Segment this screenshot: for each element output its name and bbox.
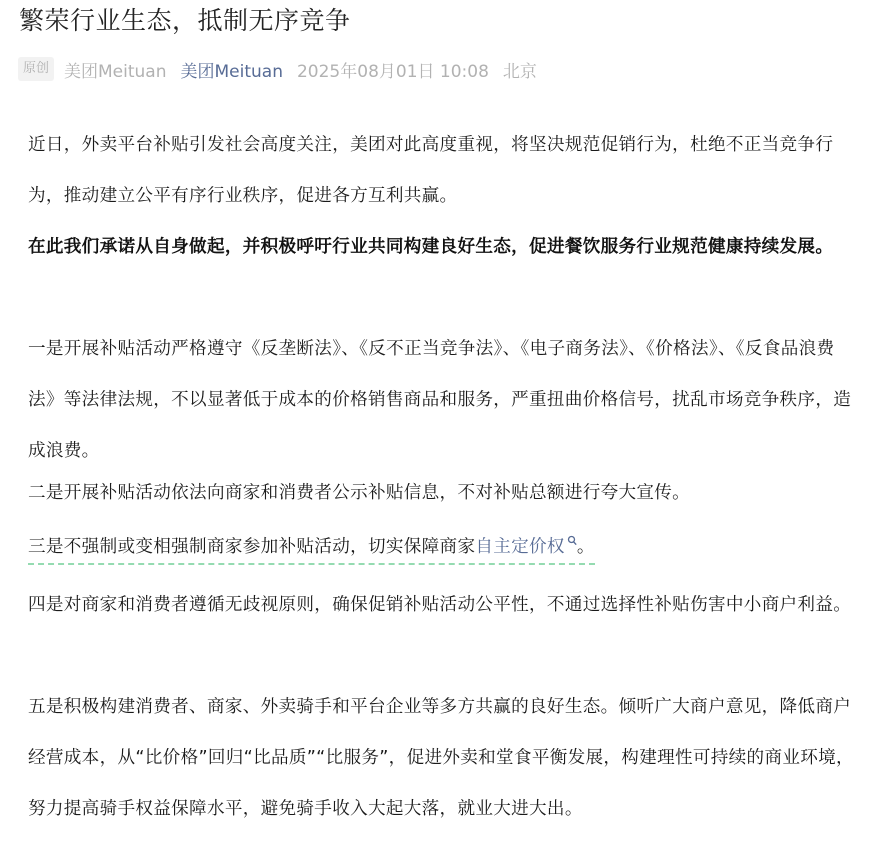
keyword-text[interactable]: 自主定价权: [475, 537, 565, 557]
publish-date: 2025年08月01日 10:08: [296, 61, 489, 82]
author-name: 美团Meituan: [64, 61, 167, 82]
paragraph-point-5: 五是积极构建消费者、商家、外卖骑手和平台企业等多方共赢的良好生态。倾听广大商户意见，降低商户经营成本，从“比价格”回归“比品质”“比服务”，促进外卖和堂食平衡发展，构建理性可持续的商业环境，努力提高骑手权益保障水平，避免骑手收入大起大落，就业大进大出。: [28, 697, 854, 819]
original-badge: 原创: [18, 57, 54, 81]
paragraph-point-3: [28, 522, 858, 573]
search-icon[interactable]: [567, 535, 577, 549]
point-3-text: 三是不强制或变相强制商家参加补贴活动，切实保障商家: [28, 537, 476, 557]
paragraph-point-4: 四是对商家和消费者遵循无歧视原则，确保促销补贴活动公平性，不通过选择性补贴伤害中小商户利益。: [28, 595, 852, 615]
account-link[interactable]: 美团Meituan: [180, 61, 283, 82]
article-title: 繁荣行业生态，抵制无序竞争: [19, 6, 351, 35]
search-keyword-link[interactable]: [475, 537, 576, 557]
paragraph-point-2: 二是开展补贴活动依法向商家和消费者公示补贴信息，不对补贴总额进行夸大宣传。: [28, 483, 691, 503]
publish-location: 北京: [502, 61, 537, 82]
highlighted-sentence: [28, 533, 595, 565]
paragraph-intro: 近日，外卖平台补贴引发社会高度关注，美团对此高度重视，将坚决规范促销行为，杜绝不正当竞争行为，推动建立公平有序行业秩序，促进各方互利共赢。: [28, 135, 834, 206]
point-3-end: 。: [576, 537, 595, 557]
paragraph-point-1: 一是开展补贴活动严格遵守《反垄断法》、《反不正当竞争法》、《电子商务法》、《价格法》、《反食品浪费法》等法律法规，不以显著低于成本的价格销售商品和服务，严重扭曲价格信号，扰乱市场竞争秩序，造成浪费。: [28, 339, 852, 461]
article-meta: [18, 56, 537, 82]
paragraph-commitment: 在此我们承诺从自身做起，并积极呼吁行业共同构建良好生态，促进餐饮服务行业规范健康持续发展。: [28, 237, 834, 257]
